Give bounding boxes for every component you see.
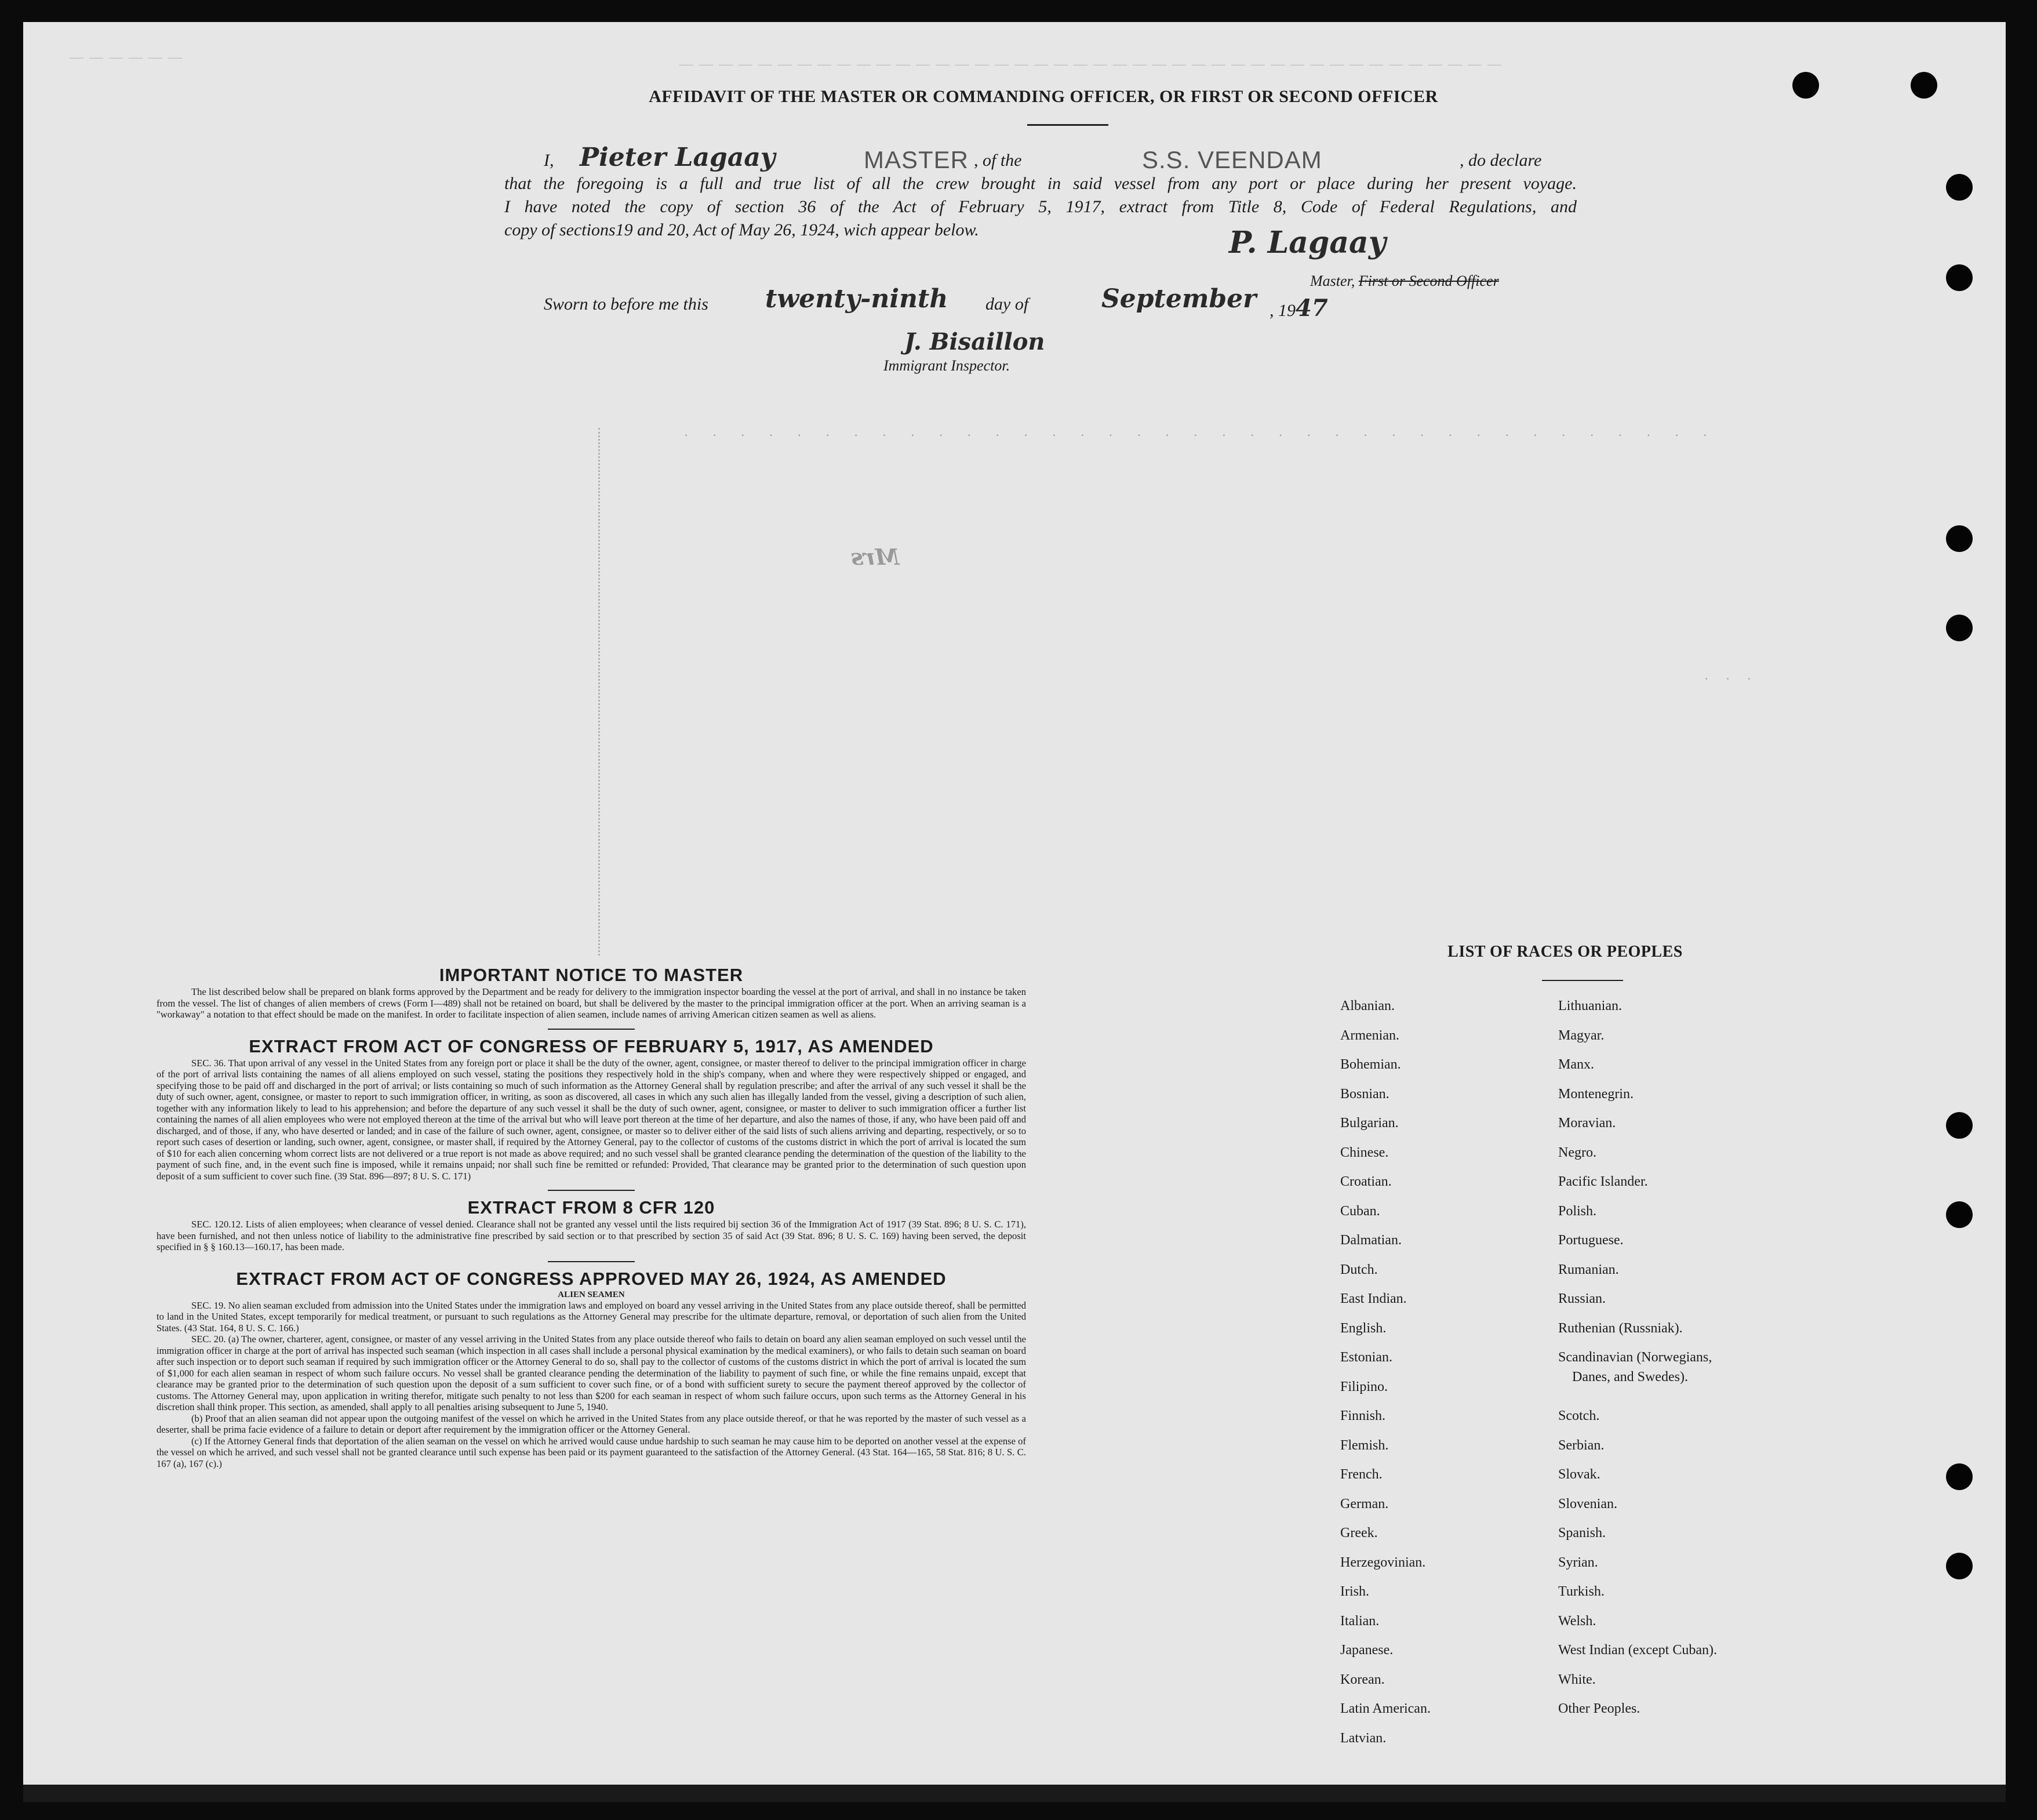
punch-hole — [1946, 1201, 1973, 1228]
affidavit-title: AFFIDAVIT OF THE MASTER OR COMMANDING OFFICER, OR FIRST OR SECOND OFFICER — [649, 87, 1438, 106]
dot-marks: · · · · · · · · · · · · · · · · · · · · · · · · · · · · · · · · · · · · · — [684, 428, 1718, 442]
race-item: Scotch. — [1558, 1408, 1600, 1423]
vertical-dotted-guide — [598, 428, 602, 956]
race-item: Korean. — [1340, 1672, 1385, 1687]
extract-1917-body: SEC. 36. That upon arrival of any vessel in the United States from any foreign port or place it shall be the duty of the owner, agent, consignee, or master thereof to deliver to the principal immigration officer in charge of the port of arrival lists containing the names of all aliens employed on such vessel, stating the positions they respectively hold in the ship's company, when and where they were respectively shipped or engaged, and specifying those to be paid off and discharged in the port of arrival; or lists containing so much of such information as the Attorney General shall by regulation prescribe; and after the arrival of any such vessel it shall be the duty of such owner, agent, consignee, or master to report to such immigration officer, in writing, as soon as discovered, all cases in which any such alien has illegally landed from the vessel, giving a description of such alien, together with any information likely to lead to his apprehension; and before the departure of any such vessel it shall be the duty of such owner, agent, consignee, or master to deliver to such immigration officer a further list containing the names of all alien employees who were not employed thereon at the time of the arrival but who will leave port thereon at the time of her departure, and also the names of those, if any, who have been paid off and discharged, and of those, if any, who have deserted or landed; and in case of the failure of such owner, agent, consignee, or master so to deliver either of the said lists of such aliens arriving and departing, respectively, or so to report such cases of desertion or landing, such owner, agent, consignee, or master shall, if required by the Attorney General, pay to the collector of customs of the customs district in which the port of arrival is located the sum of $10 for each alien concerning whom correct lists are not delivered or a true report is not made as above required; and no such vessel shall be granted clearance pending the determination of the question of the liability to the payment of such fine, and, in the event such fine is imposed, while it remains unpaid; nor shall such fine be remitted or refunded: Provided, That clearance may be granted prior to the determination of such question upon deposit of a sum sufficient to cover such fine. (39 Stat. 896—897; 8 U. S. C. 171) — [157, 1057, 1026, 1182]
race-item: Latvian. — [1340, 1730, 1387, 1746]
punch-hole — [1946, 525, 1973, 552]
race-item: Other Peoples. — [1558, 1701, 1640, 1716]
race-item: French. — [1340, 1467, 1383, 1482]
races-title-divider — [1542, 980, 1623, 981]
punch-hole — [1946, 1553, 1973, 1579]
race-item: Syrian. — [1558, 1554, 1598, 1570]
race-item: Lithuanian. — [1558, 998, 1622, 1013]
declaration-line-3: I have noted the copy of section 36 of the Act of February 5, 1917, extract from Title 8, Code of Federal Regulations, and — [504, 197, 1577, 216]
race-item: Flemish. — [1340, 1437, 1389, 1453]
declaration-line-4: copy of sections19 and 20, Act of May 26, 1924, wich appear below. — [504, 220, 979, 239]
race-item: Herzegovinian. — [1340, 1554, 1426, 1570]
race-item: Estonian. — [1340, 1350, 1392, 1365]
race-item: Negro. — [1558, 1145, 1596, 1160]
extract-1924-sec20a: SEC. 20. (a) The owner, charterer, agent, consignee, or master of any vessel arriving in the United States from any place outside thereof who fails to detain on board any alien seaman employed on such vessel until the immigration officer in charge at the port of arrival has inspected such seaman (which inspection in all cases shall include a personal physical examination by the medical examiners), or who fails to detain such seaman on board after such inspection or to deport such seaman if required by such immigration officer or the Attorney General to do so, shall pay to the collector of customs of the customs district in which the port of arrival is located the sum of $1,000 for each alien seaman in respect of whom such failure occurs. No vessel shall be granted clearance pending the determination of the liability to payment of such fine, or while the fine remains unpaid, except that clearance may be granted prior to the determination of such question upon the deposit of a sum sufficient to cover such fine, or of a bond with sufficient surety to secure the payment thereof approved by the collector of customs. The Attorney General may, upon application in writing therefor, mitigate such penalty to not less than $200 for each seaman in respect of whom such failure occurs, upon such terms as the Attorney General in his discretion shall think proper. This section, as amended, shall apply to all penalties arising subsequent to June 5, 1940. — [157, 1334, 1026, 1412]
declaration-do-declare: , do declare — [1460, 151, 1542, 170]
race-item: Bosnian. — [1340, 1086, 1389, 1102]
extract-1924-title: EXTRACT FROM ACT OF CONGRESS APPROVED MAY 26, 1924, AS AMENDED — [236, 1268, 947, 1289]
race-item: Ruthenian (Russniak). — [1558, 1320, 1683, 1336]
rank-typed: MASTER — [864, 146, 969, 173]
punch-hole — [1792, 72, 1819, 99]
race-item: Montenegrin. — [1558, 1086, 1634, 1102]
notice-title: IMPORTANT NOTICE TO MASTER — [439, 965, 744, 985]
faint-header-left: — — — — — — — [70, 50, 183, 65]
race-item: Pacific Islander. — [1558, 1174, 1648, 1189]
race-item: Turkish. — [1558, 1584, 1605, 1599]
race-item: Danes, and Swedes). — [1572, 1369, 1688, 1385]
extract-1924-sec19: SEC. 19. No alien seaman excluded from admission into the United States under the immigration laws and employed on board any vessel arriving in the United States from any place outside thereof, shall be permitted to land in the United States, except temporarily for medical treatment, or pursuant to such regulations as the Attorney General may prescribe for the ultimate departure, removal, or deportation of such alien from the United States. (43 Stat. 164, 8 U. S. C. 166.) — [157, 1299, 1026, 1334]
inspector-title: Immigrant Inspector. — [883, 357, 1010, 374]
document-page — [23, 22, 2006, 1802]
race-item: German. — [1340, 1496, 1389, 1512]
race-item: Chinese. — [1340, 1145, 1389, 1160]
sworn-year — [1270, 295, 1328, 322]
punch-hole — [1911, 72, 1937, 99]
race-item: Finnish. — [1340, 1408, 1386, 1423]
faint-bleed-through: — — — — — — — — — — — — — — — — — — — — — — — — — — — — — — — — — — — — — — — — — — — [678, 57, 1501, 72]
race-item: Moravian. — [1558, 1116, 1616, 1131]
declaration-i: I, — [544, 151, 554, 170]
race-item: Italian. — [1340, 1613, 1380, 1629]
extract-1924-sec20c: (c) If the Attorney General finds that deportation of the alien seaman on the vessel on which he arrived would cause undue hardship to such seaman he may cause him to be deported on another vessel at the expense of the vessel on which he arrived, and such vessel shall not be granted clearance until such expense has been paid or its payment guaranteed to the satisfaction of the Attorney General. (43 Stat. 164—165, 58 Stat. 816; 8 U. S. C. 167 (a), 167 (c).) — [157, 1435, 1026, 1469]
extract-1917-title: EXTRACT FROM ACT OF CONGRESS OF FEBRUARY 5, 1917, AS AMENDED — [249, 1036, 934, 1056]
race-item: Slovenian. — [1558, 1496, 1617, 1512]
title-divider — [1027, 124, 1108, 126]
declaration-line-2: that the foregoing is a full and true list of all the crew brought in said vessel from any port or place during her present voyage. — [504, 174, 1577, 193]
inspector-signature: J. Bisaillon — [904, 328, 1045, 355]
signatory-title-struck: First or Second Officer — [1358, 273, 1499, 289]
race-item: Welsh. — [1558, 1613, 1596, 1629]
race-item: Japanese. — [1340, 1643, 1394, 1658]
race-item: Scandinavian (Norwegians, — [1558, 1350, 1712, 1365]
race-item: West Indian (except Cuban). — [1558, 1643, 1717, 1658]
punch-hole — [1946, 1112, 1973, 1139]
race-item: Croatian. — [1340, 1174, 1392, 1189]
race-item: East Indian. — [1340, 1291, 1407, 1306]
race-item: Irish. — [1340, 1584, 1369, 1599]
section-divider — [548, 1190, 635, 1191]
declaration-of-the: , of the — [974, 151, 1022, 170]
signatory-title — [1310, 273, 1499, 290]
races-list-title: LIST OF RACES OR PEOPLES — [1447, 943, 1683, 961]
punch-hole — [1946, 264, 1973, 291]
year-prefix: , 19 — [1270, 301, 1296, 320]
race-item: English. — [1340, 1320, 1387, 1336]
signatory-title-kept: Master, — [1310, 273, 1355, 289]
extract-cfr-title: EXTRACT FROM 8 CFR 120 — [467, 1197, 715, 1218]
notice-body: The list described below shall be prepared on blank forms approved by the Department and be ready for delivery to the immigration inspector boarding the vessel at the port of arrival, and shall in no instance be taken from the vessel. The list of changes of alien members of crews (Form I—489) shall not be retained on board, but shall be delivered by the master to the principal immigration officer at the port. When an arriving seaman is a "workaway" a notation to that effect should be made on the manifest. In order to facilitate inspection of alien seamen, include names of arriving American citizen seamen as well as aliens. — [157, 986, 1026, 1020]
race-item: Bulgarian. — [1340, 1116, 1399, 1131]
race-item: Rumanian. — [1558, 1262, 1619, 1277]
sworn-day-of: day of — [985, 295, 1029, 314]
race-item: Slovak. — [1558, 1467, 1600, 1482]
section-divider — [548, 1261, 635, 1262]
master-signature: P. Lagaay — [1229, 225, 1386, 260]
scan-frame-edge — [23, 1785, 2006, 1802]
section-divider — [548, 1029, 635, 1030]
race-item: Manx. — [1558, 1057, 1594, 1072]
year-handwritten: 47 — [1296, 295, 1328, 322]
race-item: Polish. — [1558, 1203, 1597, 1219]
race-item: Spanish. — [1558, 1525, 1606, 1541]
sworn-month-handwritten: September — [1101, 284, 1257, 314]
dot-marks: · · · — [1704, 671, 1758, 686]
race-item: Magyar. — [1558, 1027, 1605, 1043]
race-item: Armenian. — [1340, 1027, 1399, 1043]
race-item: Filipino. — [1340, 1379, 1388, 1394]
legal-notices — [157, 964, 1026, 1469]
ink-mark: Mrs — [851, 544, 900, 570]
race-item: Albanian. — [1340, 998, 1395, 1013]
extract-1924-sec20b: (b) Proof that an alien seaman did not appear upon the outgoing manifest of the vessel on which he arrived in the United States from any place outside thereof, or that he was reported by the master of such vessel as a deserter, shall be prima facie evidence of a failure to detain or deport after requirement by the immigration officer or the Attorney General. — [157, 1412, 1026, 1435]
race-item: Dalmatian. — [1340, 1233, 1402, 1248]
race-item: Dutch. — [1340, 1262, 1378, 1277]
race-item: Cuban. — [1340, 1203, 1380, 1219]
punch-hole — [1946, 1463, 1973, 1490]
master-name-handwritten: Pieter Lagaay — [580, 143, 776, 172]
race-item: Greek. — [1340, 1525, 1378, 1541]
vessel-name-typed: S.S. VEENDAM — [1142, 146, 1322, 173]
punch-hole — [1946, 615, 1973, 641]
punch-hole — [1946, 174, 1973, 201]
race-item: Serbian. — [1558, 1437, 1605, 1453]
race-item: Bohemian. — [1340, 1057, 1401, 1072]
extract-1924-subtitle: ALIEN SEAMEN — [558, 1289, 625, 1299]
sworn-label: Sworn to before me this — [544, 295, 708, 314]
race-item: Russian. — [1558, 1291, 1606, 1306]
extract-cfr-body: SEC. 120.12. Lists of alien employees; when clearance of vessel denied. Clearance shall not be granted any vessel until the lists required bij section 36 of the Immigration Act of 1917 (39 Stat. 896; 8 U. S. C. 171), have been furnished, and not then unless notice of liability to the administrative fine prescribed by said section or to that prescribed by section 35 of said Act (39 Stat. 896; 8 U. S. C. 169) having been served, the deposit specified in § § 160.13—160.17, has been made. — [157, 1219, 1026, 1252]
race-item: Latin American. — [1340, 1701, 1431, 1716]
race-item: White. — [1558, 1672, 1596, 1687]
race-item: Portuguese. — [1558, 1233, 1624, 1248]
sworn-day-handwritten: twenty-ninth — [765, 284, 948, 314]
